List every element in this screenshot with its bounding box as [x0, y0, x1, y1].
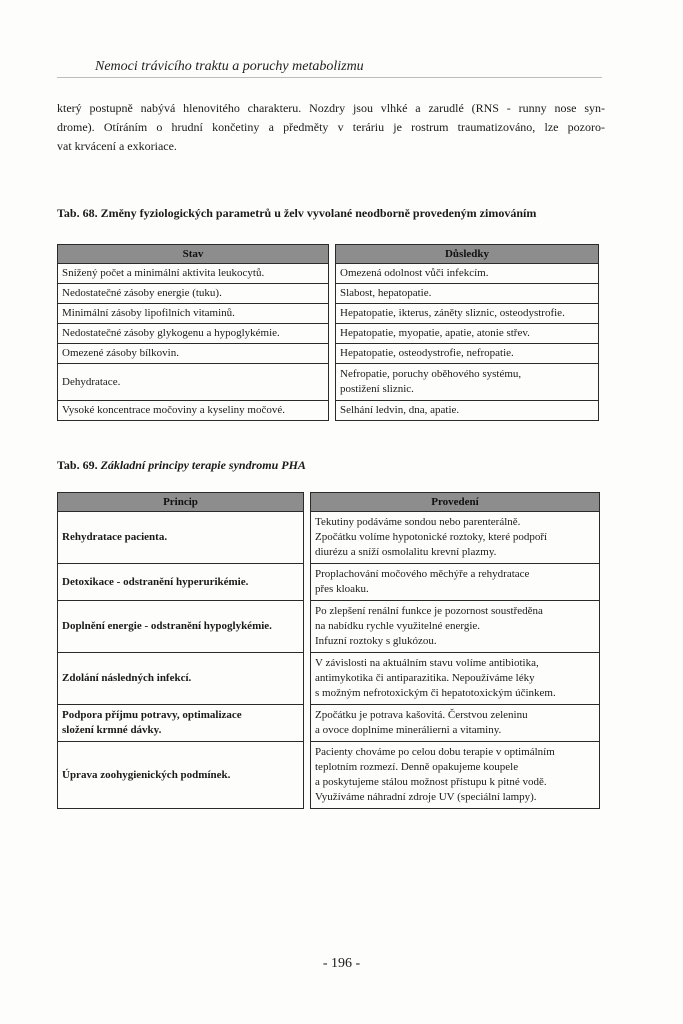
table-68-number: Tab. 68. — [57, 206, 98, 220]
effect-line: postižení sliznic. — [340, 383, 414, 395]
col-header-effects: Důsledky — [336, 245, 599, 264]
column-gap — [329, 324, 336, 344]
principle-line: složení krmné dávky. — [62, 724, 162, 736]
effect-cell: Hepatopatie, myopatie, apatie, atonie střev. — [336, 324, 599, 344]
intro-line-1: který postupně nabývá hlenovitého charakteru. Nozdry jsou vlhké a zarudlé (RNS - runny nose syn- — [57, 101, 605, 115]
table-69-title: Základní principy terapie syndromu PHA — [100, 458, 306, 472]
page-number: - 196 - — [322, 956, 361, 971]
execution-cell — [311, 742, 600, 809]
col-header-execution: Provedení — [311, 493, 600, 512]
execution-cell — [311, 653, 600, 705]
column-gap — [304, 601, 311, 653]
table-row — [58, 401, 599, 421]
state-cell: Snížený počet a minimální aktivita leukocytů. — [58, 264, 329, 284]
running-header: Nemoci trávicího traktu a poruchy metabolizmu — [95, 59, 364, 74]
execution-line: Po zlepšení renální funkce je pozornost soustředěna — [315, 605, 543, 617]
table-68 — [57, 244, 599, 421]
execution-line: diurézu a sníží osmolalitu krevní plazmy. — [315, 546, 497, 558]
table-row — [58, 653, 600, 705]
column-gap — [329, 304, 336, 324]
effect-cell — [336, 364, 599, 401]
table-69-caption — [57, 458, 306, 473]
execution-cell — [311, 512, 600, 564]
execution-line: Zpočátku je potrava kašovitá. Čerstvou zeleninu — [315, 709, 528, 721]
table-row — [58, 601, 600, 653]
effect-cell: Slabost, hepatopatie. — [336, 284, 599, 304]
table-row — [58, 564, 600, 601]
col-header-state: Stav — [58, 245, 329, 264]
principle-cell — [58, 705, 304, 742]
effect-cell: Selhání ledvin, dna, apatie. — [336, 401, 599, 421]
table-69-header-row — [58, 493, 600, 512]
execution-cell — [311, 601, 600, 653]
execution-line: s možným nefrotoxickým či hepatotoxickým účinkem. — [315, 687, 556, 699]
effect-line: Nefropatie, poruchy oběhového systému, — [340, 368, 522, 380]
column-gap — [304, 653, 311, 705]
column-gap — [329, 284, 336, 304]
table-row — [58, 512, 600, 564]
execution-line: Proplachování močového měchýře a rehydratace — [315, 568, 530, 580]
principle-cell: Zdolání následných infekcí. — [58, 653, 304, 705]
column-gap — [304, 564, 311, 601]
column-gap — [304, 705, 311, 742]
execution-line: přes kloaku. — [315, 583, 369, 595]
column-gap — [329, 344, 336, 364]
intro-line-2: drome). Otíráním o hrudní končetiny a předměty v teráriu je rostrum traumatizováno, lze pozoro- — [57, 120, 605, 134]
execution-line: a ovoce doplníme minerálierni a vitaminy. — [315, 724, 502, 736]
principle-cell: Úprava zoohygienických podmínek. — [58, 742, 304, 809]
state-cell: Nedostatečné zásoby energie (tuku). — [58, 284, 329, 304]
effect-cell: Omezená odolnost vůči infekcím. — [336, 264, 599, 284]
table-row — [58, 344, 599, 364]
state-cell: Minimální zásoby lipofilních vitaminů. — [58, 304, 329, 324]
principle-cell: Detoxikace - odstranění hyperurikémie. — [58, 564, 304, 601]
intro-paragraph — [57, 99, 605, 156]
principle-cell: Rehydratace pacienta. — [58, 512, 304, 564]
effect-cell: Hepatopatie, ikterus, záněty sliznic, osteodystrofie. — [336, 304, 599, 324]
table-row — [58, 324, 599, 344]
principle-line: Podpora příjmu potravy, optimalizace — [62, 709, 242, 721]
execution-line: Pacienty chováme po celou dobu terapie v optimálním — [315, 746, 555, 758]
column-gap — [304, 493, 311, 512]
table-69 — [57, 492, 600, 809]
column-gap — [304, 742, 311, 809]
column-gap — [304, 512, 311, 564]
table-69-number: Tab. 69. — [57, 458, 98, 472]
execution-line: V závislosti na aktuálním stavu volíme antibiotika, — [315, 657, 539, 669]
execution-cell — [311, 564, 600, 601]
effect-cell: Hepatopatie, osteodystrofie, nefropatie. — [336, 344, 599, 364]
table-68-header-row — [58, 245, 599, 264]
execution-line: Infuzní roztoky s glukózou. — [315, 635, 437, 647]
execution-line: na nabídku rychle využitelné energie. — [315, 620, 481, 632]
column-gap — [329, 264, 336, 284]
state-cell: Nedostatečné zásoby glykogenu a hypoglykémie. — [58, 324, 329, 344]
execution-line: teplotním rozmezí. Denně opakujeme koupele — [315, 761, 519, 773]
table-row — [58, 705, 600, 742]
state-cell: Omezené zásoby bílkovin. — [58, 344, 329, 364]
execution-line: a poskytujeme stálou možnost přístupu k pitné vodě. — [315, 776, 547, 788]
intro-line-3: vat krvácení a exkoriace. — [57, 139, 177, 153]
execution-line: Využíváme náhradní zdroje UV (speciální lampy). — [315, 791, 537, 803]
column-gap — [329, 245, 336, 264]
header-rule — [57, 77, 602, 78]
column-gap — [329, 401, 336, 421]
table-68-title: Změny fyziologických parametrů u želv vyvolané neodborně provedeným zimováním — [100, 206, 537, 220]
column-gap — [329, 364, 336, 401]
state-cell: Dehydratace. — [58, 364, 329, 401]
col-header-principle: Princip — [58, 493, 304, 512]
state-cell: Vysoké koncentrace močoviny a kyseliny močové. — [58, 401, 329, 421]
table-row — [58, 742, 600, 809]
table-row — [58, 264, 599, 284]
execution-line: Tekutiny podáváme sondou nebo parenterálně. — [315, 516, 521, 528]
table-68-caption — [57, 206, 536, 221]
execution-cell — [311, 705, 600, 742]
execution-line: Zpočátku volíme hypotonické roztoky, které podpoří — [315, 531, 548, 543]
table-row — [58, 364, 599, 401]
table-row — [58, 284, 599, 304]
execution-line: antimykotika či antiparazitika. Nepoužíváme léky — [315, 672, 535, 684]
principle-cell: Doplnění energie - odstranění hypoglykémie. — [58, 601, 304, 653]
table-row — [58, 304, 599, 324]
